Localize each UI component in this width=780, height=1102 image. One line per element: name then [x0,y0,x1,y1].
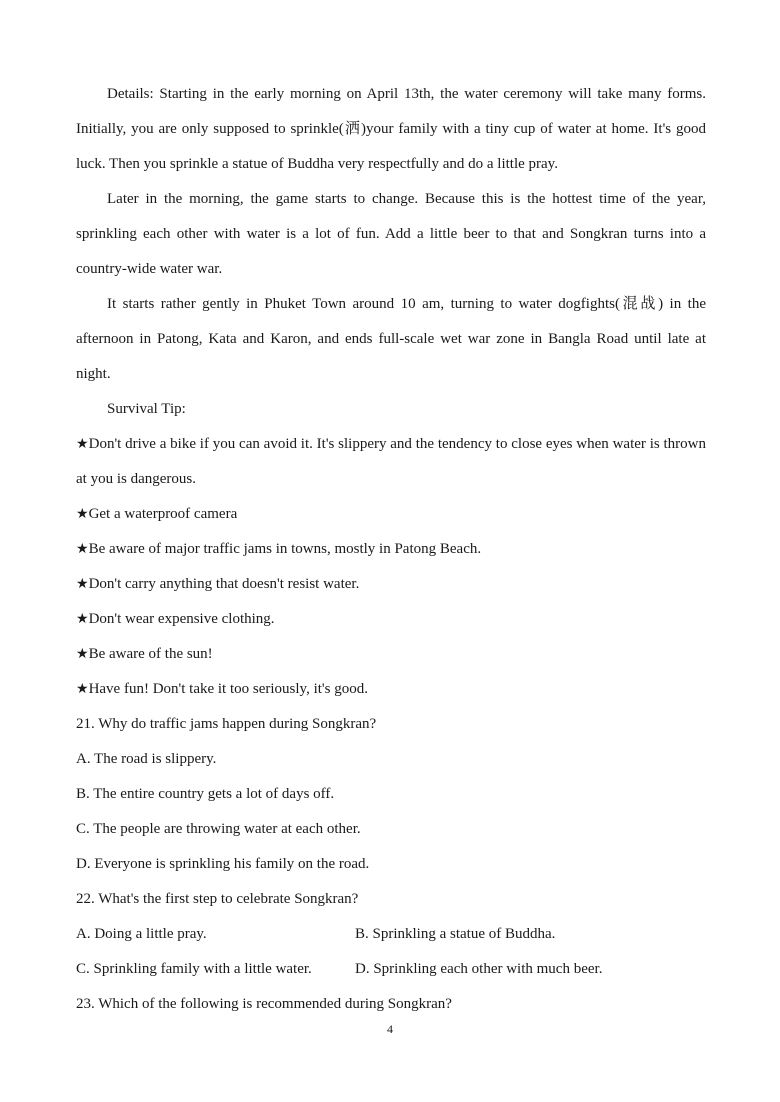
tip-item [76,672,706,707]
tip-item [76,532,706,567]
question-22: 22. What's the first step to celebrate Songkran? [76,891,359,907]
tip-item [76,567,706,602]
paragraph-details: Details: Starting in the early morning on April 13th, the water ceremony will take many forms. Initially, you are only supposed to sprinkle(洒)your family with a tiny cup of water at home. It's good luck. Then you sprinkle a statue of Buddha very respectfully and do a little pray. [76,86,706,172]
q22-option-a: A. Doing a little pray. [76,926,207,942]
star-icon: ★ [76,681,89,697]
star-icon: ★ [76,506,89,522]
q21-option-c: C. The people are throwing water at each other. [76,821,361,837]
q22-options-row-1 [76,917,706,952]
star-icon: ★ [76,541,89,557]
tip-item [76,497,706,532]
tip-item [76,602,706,637]
tip-text: Have fun! Don't take it too seriously, it's good. [88,681,368,697]
page-number: 4 [387,1022,393,1036]
q22-option-b: B. Sprinkling a statue of Buddha. [355,926,556,942]
question-21: 21. Why do traffic jams happen during Songkran? [76,716,377,732]
question-23: 23. Which of the following is recommended during Songkran? [76,996,452,1012]
tip-text: Don't carry anything that doesn't resist water. [88,576,360,592]
tip-text: Don't wear expensive clothing. [88,611,275,627]
tip-text: Don't drive a bike if you can avoid it. It's slippery and the tendency to close eyes when water is thrown at you is dangerous. [76,436,706,487]
tip-text: Get a waterproof camera [88,506,238,522]
paragraph-later-morning: Later in the morning, the game starts to change. Because this is the hottest time of the year, sprinkling each other with water is a lot of fun. Add a little beer to that and Songkran turns into a country-wide water war. [76,191,706,277]
q22-option-d: D. Sprinkling each other with much beer. [355,961,603,977]
survival-tip-heading: Survival Tip: [107,401,186,417]
q22-options-row-2 [76,952,706,987]
star-icon: ★ [76,576,89,592]
q21-option-a: A. The road is slippery. [76,751,217,767]
q21-option-d: D. Everyone is sprinkling his family on the road. [76,856,370,872]
paragraph-phuket: It starts rather gently in Phuket Town around 10 am, turning to water dogfights(混战) in the afternoon in Patong, Kata and Karon, and ends full-scale wet war zone in Bangla Road until late at night. [76,296,706,382]
tip-item [76,637,706,672]
tip-text: Be aware of the sun! [88,646,213,662]
q21-option-b: B. The entire country gets a lot of days off. [76,786,335,802]
page-content [76,77,706,1022]
tip-text: Be aware of major traffic jams in towns, mostly in Patong Beach. [88,541,482,557]
star-icon: ★ [76,436,89,452]
q22-option-c: C. Sprinkling family with a little water. [76,961,312,977]
star-icon: ★ [76,646,89,662]
tip-item [76,427,706,497]
star-icon: ★ [76,611,89,627]
